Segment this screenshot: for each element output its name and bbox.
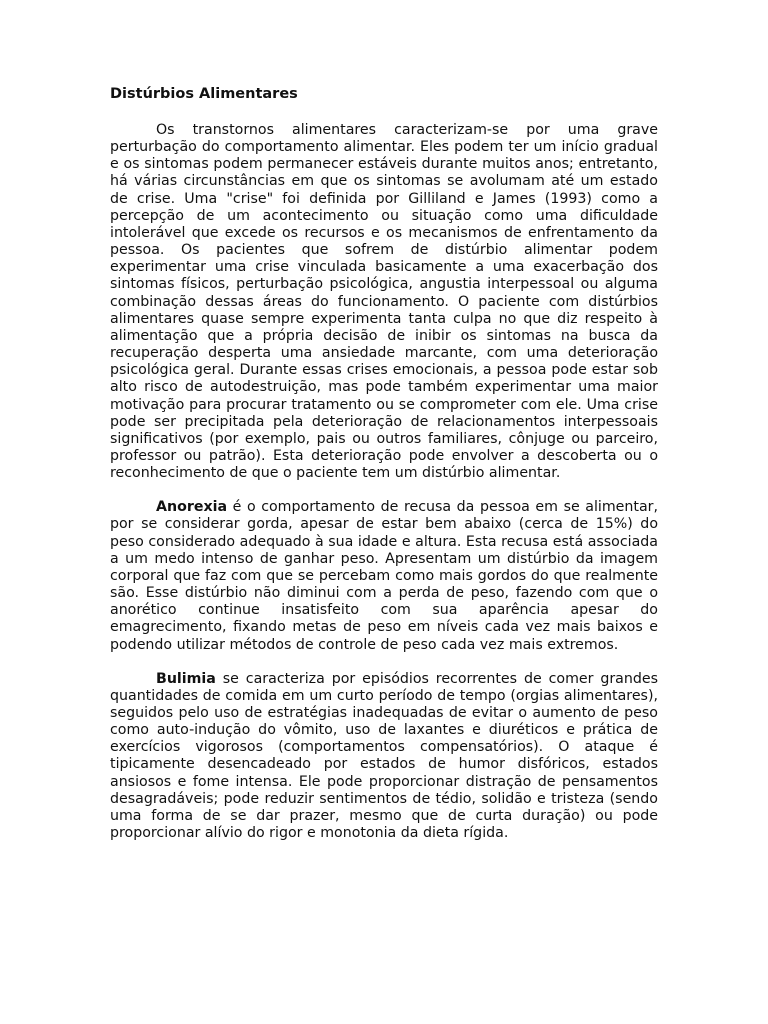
document-title: Distúrbios Alimentares xyxy=(110,86,298,102)
bulimia-paragraph xyxy=(110,671,658,843)
bulimia-term: Bulimia xyxy=(156,670,216,687)
intro-paragraph: Os transtornos alimentares caracterizam-se por uma grave perturbação do comportamento alimentar. Eles podem ter um início gradual e os sintomas podem permanecer estáveis durante muitos anos; entretanto, há várias circunstâncias em que os sintomas se avolumam até um estado de crise. Uma "crise" foi definida por Gilliland e James (1993) como a percepção de um acontecimento ou situação como uma dificuldade intolerável que excede os recursos e os mecanismos de enfrentamento da pessoa. Os pacientes que sofrem de distúrbio alimentar podem experimentar uma crise vinculada basicamente a uma exacerbação dos sintomas físicos, perturbação psicológica, angustia interpessoal ou alguma combinação dessas áreas do funcionamento. O paciente com distúrbios alimentares quase sempre experimenta tanta culpa no que diz respeito à alimentação que a própria decisão de inibir os sintomas na busca da recuperação desperta uma ansiedade marcante, com uma deterioração psicológica geral. Durante essas crises emocionais, a pessoa pode estar sob alto risco de autodestruição, mas pode também experimentar uma maior motivação para procurar tratamento ou se comprometer com ele. Uma crise pode ser precipitada pela deterioração de relacionamentos interpessoais significativos (por exemplo, pais ou outros familiares, cônjuge ou parceiro, professor ou patrão). Esta deterioração pode envolver a descoberta ou o reconhecimento de que o paciente tem um distúrbio alimentar. xyxy=(110,122,658,482)
bulimia-text: se caracteriza por episódios recorrentes de comer grandes quantidades de comida em um curto período de tempo (orgias alimentares), seguidos pelo uso de estratégias inadequadas de evitar o aumento de peso como auto-indução do vômito, uso de laxantes e diuréticos e prática de exercícios vigorosos (comportamentos compensatórios). O ataque é tipicamente desencadeado por estados de humor disfóricos, estados ansiosos e fome intensa. Ele pode proporcionar distração de pensamentos desagradáveis; pode reduzir sentimentos de tédio, solidão e tristeza (sendo uma forma de se dar prazer, mesmo que de curta duração) ou pode proporcionar alívio do rigor e monotonia da dieta rígida. xyxy=(110,670,658,842)
document-page xyxy=(110,84,658,859)
anorexia-paragraph xyxy=(110,499,658,653)
anorexia-text: é o comportamento de recusa da pessoa em se alimentar, por se considerar gorda, apesar de estar bem abaixo (cerca de 15%) do peso considerado adequado à sua idade e altura. Esta recusa está associada a um medo intenso de ganhar peso. Apresentam um distúrbio da imagem corporal que faz com que se percebam como mais gordos do que realmente são. Esse distúrbio não diminui com a perda de peso, fazendo com que o anorético continue insatisfeito com sua aparência apesar do emagrecimento, fixando metas de peso em níveis cada vez mais baixos e podendo utilizar métodos de controle de peso cada vez mais extremos. xyxy=(110,499,658,653)
anorexia-term: Anorexia xyxy=(156,499,228,516)
